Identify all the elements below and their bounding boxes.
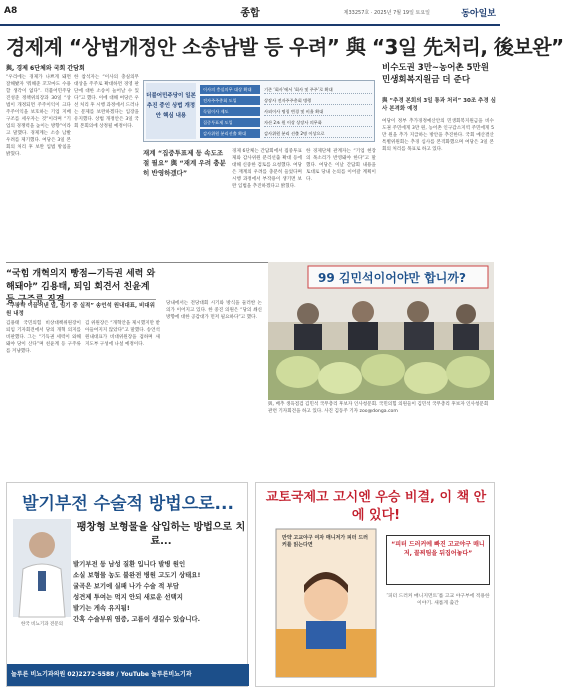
infobox-pill: 독립이사 제도 (200, 107, 260, 116)
ad-right-title: 교토국제고 고시엔 우승 비결, 이 책 안에 있다! (265, 490, 487, 523)
infobox-row: 기존 ‘회사’에서 ‘회사 및 주주’로 확대 (264, 85, 372, 94)
ad-right-description: ‘피터 드러커 매니지먼트’를 고교 야구부에 적용한 이야기. 새롭게 출간 (386, 594, 490, 606)
top-col-3: 경제 6단체는 간담회에서 집중투표제와 감사위원 분리선출 확대 등에 대해 신중한 검토를 요청했다. 여당은 재계의 우려를 충분히 들었다며 시행 과정에서 부작용이 생기면 보완 입법을 추진하겠다고 밝혔다. (232, 149, 302, 189)
book-cover (276, 529, 376, 677)
second-headline: “국힘 개혁의지 빵점—기득권 세력 와해돼야” 김용태, 퇴임 회견서 친윤계 등 구주류 직격 (6, 269, 156, 305)
ad-list-item: 간혹 수술부위 염증, 고름이 생길수 있습니다. (73, 615, 201, 623)
masthead (0, 0, 500, 26)
infobox-row: 자산 2조 원 이상 상장사 의무화 (264, 118, 372, 127)
section-label: 종합 (240, 8, 260, 19)
infobox-label: 더불어민주당이 일본 추진 중인 상법 개정안 핵심 내용 (146, 83, 196, 139)
press-conference-photo (268, 262, 494, 400)
top-byline: 與, 경제 6단체와 국회 간담회 (6, 65, 85, 72)
top-col-2: 한 참석자는 “이사의 충실의무 대상을 주주로 확대하면 경영 판단에 대한 소송이 늘어날 수 있다”고 했다. 이에 대해 여당은 우선 처리 후 시행 과정에서 드러나는 문제를 보완하겠다는 입장을 유지했다. 상법 개정안은 3일 국회 본회의에 상정될 예정이다. (74, 75, 139, 129)
ad-left-subtitle: 팽창형 보형물을 삽입하는 방법으로 치료... (76, 522, 246, 547)
book-title: 만약 고교야구 여자 매니저가 피터 드러커를 읽는다면 (282, 535, 368, 548)
second-col-3: 당내에서는 전당대회 시기와 방식을 둘러싼 논의가 이어지고 있다. 한 중진 의원은 “당의 쇄신 방향에 대한 공감대가 먼저 필요하다”고 했다. (166, 301, 262, 320)
pull-quote: 재계 “집중투표제 등 속도조절 필요” 與 “재계 우려 충분히 반영하겠다” (143, 149, 226, 177)
top-col-4: 한 경제단체 관계자는 “기업 현장의 목소리가 반영돼야 한다”고 말했다. 여당은 이날 간담회 내용을 토대로 당내 논의를 이어갈 계획이다. (306, 149, 376, 182)
infobox-pills (200, 85, 260, 140)
top-col-1: “우리에는 경제가 나쁘게 돼면 잘해봤자 ‘뭐해준 꼬꼬마도 수용할 생각이 없다”. 더불어민주당 진성준 정책위의장과 30일 “상법이 개정되면 주주이익이 크다 주주이익을 보호하는 기업 지배구조를 세우자는 것”이라며 “기업의 경쟁력을 높이는 방향”이라고 말했다. 경제계는 소송 남발 우려를 제기했다. 여당은 3일 본회의 처리 후 보완 입법 방침을 밝혔다. (6, 75, 71, 157)
page-number: A8 (4, 6, 18, 16)
infobox-row: 감사위원 분리 선출 2명 이상으로 (264, 129, 372, 138)
issue-info: 제33257호 · 2025년 7월 19일 토요일 (343, 10, 430, 16)
second-col-2: 김 위원장은 “개혁안을 제시했지만 받아들여지지 않았다”고 말했다. 송언석 원내대표가 비대위원장을 겸하며 새 지도부 구성에 나설 예정이다. (85, 321, 160, 347)
top-headline: 경제계 “상법개정안 소송남발 등 우려” 與 “3일 先처리, 後보완” (6, 35, 564, 59)
ad-list-item: 소실 보형물 농도 불완전 병원 고도기 상태요! (73, 571, 201, 579)
ad-list-item: 발기부전 등 남성 질환 입니다 발병 원인 (73, 560, 186, 568)
side-subheadline: 與 “추경 본회의 3일 통과 처리” 30조 추경 심사 본격화 예정 (382, 98, 496, 112)
ad-list-item: 발기는 게속 유지됨! (73, 604, 130, 612)
ad-list-item: 성견제 투여는 먹지 안되 새로운 선택지 (73, 593, 183, 601)
ad-left-title: 발기부전 수술적 방법으로... (22, 494, 234, 514)
infobox-pill: 전자주주총회 도입 (200, 96, 260, 105)
infobox-pill: 이사의 충실의무 대상 확대 (200, 85, 260, 94)
infobox-rows (264, 85, 372, 140)
ad-list-item: 굴곡은 보기에 실패 나가 수술 적 부담 (73, 582, 179, 590)
news-photo (268, 262, 494, 400)
policy-infobox (143, 80, 375, 142)
ad-left-list (73, 559, 245, 625)
book-advertisement[interactable] (255, 482, 495, 687)
second-subheadline: “쿠팡박 이끌어낸 일, 임기 중 실적” 송언석 원내대표, 비대위원 내정 (6, 299, 156, 318)
side-headline: 비수도권 3만~농어촌 5만원 민생회복지원금 더 준다 (382, 63, 489, 85)
infobox-pill: 감사위원 분리선출 확대 (200, 129, 260, 138)
newspaper-brand: 동아일보 (461, 9, 496, 19)
infobox-row: 상장사 전자주주총회 병행 (264, 96, 372, 105)
doctor-photo (13, 519, 71, 617)
doctor-icon (13, 519, 71, 617)
clinic-advertisement[interactable] (6, 482, 248, 687)
book-icon (276, 529, 376, 677)
infobox-row: 사외이사 명칭 변경 및 비율 확대 (264, 107, 372, 116)
side-col: 여당이 정부 추가경정예산안의 민생회복지원금을 비수도권 주민에게 3만 원, 농어촌 인구감소지역 주민에게 5만 원을 추가 지급하는 방안을 추진한다. 국회 예산결산특별위원회는 추경 심사를 본격화했으며 여당은 3일 본회의 처리를 목표로 하고 있다. (382, 119, 494, 152)
clinic-contact-bar[interactable]: 놀루른 비뇨기과의원 02)2272-5588 / YouTube 놀루른비뇨기과 (7, 664, 249, 686)
second-col-1: 김용태 국민의힘 비상대책위원장이 퇴임 기자회견에서 당의 개혁 의지를 비판했다. 그는 “기득권 세력이 와해돼야 당이 산다”며 친윤계 등 구주류를 겨냥했다. (6, 321, 81, 354)
photo-caption: 與, 배추 생육점검 김민석 국무총리 후보자 인사청문회. 국민의힘 의원들이 김민석 국무총리 후보자 인사청문회 관련 기자회견을 하고 있다. 사진 김동주 기자 zoo@donga.com (268, 402, 489, 414)
ad-right-tagline: “피터 드러커에 빠진 고교야구 매니저, 꼴찌팀을 뒤집어놓다” (386, 535, 490, 585)
infobox-pill: 집중투표제 도입 (200, 118, 260, 127)
doctor-caption: 한국 비뇨기과 전문의 (21, 622, 63, 627)
photo-banner-text: 99 김민석이어야만 합니까? (318, 271, 466, 285)
